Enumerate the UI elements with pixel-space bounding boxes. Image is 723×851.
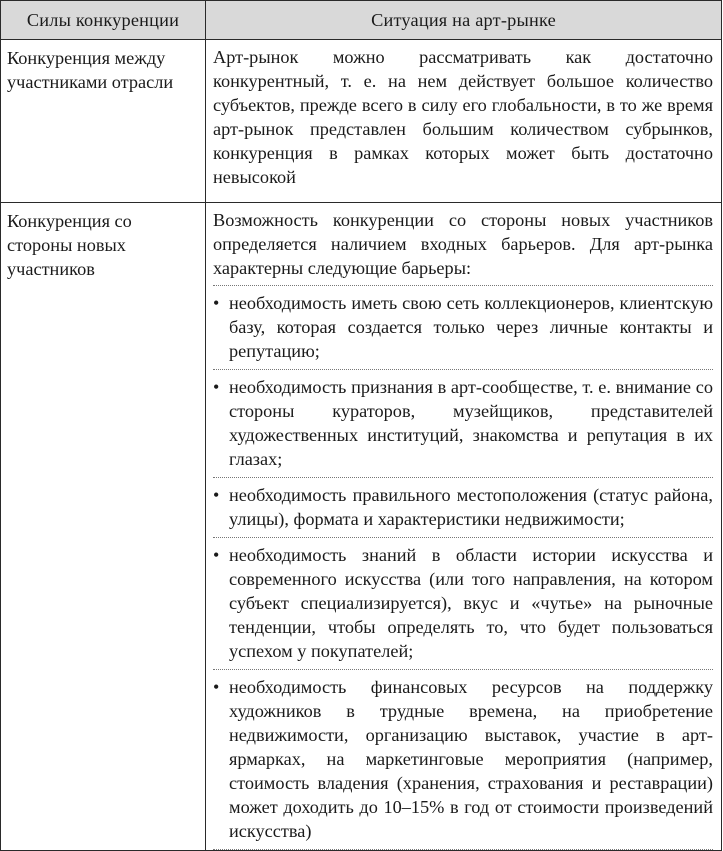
situation-cell bbox=[206, 203, 722, 851]
table-row bbox=[1, 203, 722, 851]
barrier-text: необходимость признания в арт-сообществе, т. е. внимание со стороны кураторов, музейщиков, представителей художественных институций, знакомства и репутация в их глазах; bbox=[229, 377, 713, 469]
list-item bbox=[213, 537, 713, 669]
barriers-intro: Возможность конкуренции со стороны новых участников определяется наличием входных барьеров. Для арт-рынка характерны следующие барьеры: bbox=[213, 210, 713, 278]
list-item bbox=[213, 477, 713, 537]
situation-cell bbox=[206, 40, 722, 203]
list-item bbox=[213, 369, 713, 477]
bullet-icon: • bbox=[213, 545, 220, 565]
header-forces-label: Силы конкуренции bbox=[26, 10, 180, 30]
header-forces bbox=[1, 1, 206, 40]
barrier-text: необходимость иметь свою сеть коллекционеров, клиентскую базу, которая создается только через личные контакты и репутацию; bbox=[229, 293, 713, 361]
situation-text: Арт-рынок можно рассматривать как достаточно конкурентный, т. е. на нем действует большое количество субъектов, прежде всего в силу его глобальности, в то же время арт-рынок представлен большим количеством субрынков, конкуренция в рамках которых может быть достаточно невысокой bbox=[213, 47, 713, 187]
force-label: Конкуренция между участниками отрасли bbox=[7, 48, 174, 92]
barrier-text: необходимость правильного местоположения (статус района, улицы), формата и характеристики недвижимости; bbox=[229, 485, 713, 529]
table-row bbox=[1, 40, 722, 203]
header-situation-label: Ситуация на арт-рынке bbox=[371, 10, 556, 30]
bullet-icon: • bbox=[213, 377, 220, 397]
bullet-icon: • bbox=[213, 677, 220, 697]
force-cell bbox=[1, 203, 206, 851]
force-label: Конкуренция со стороны новых участников bbox=[7, 211, 132, 279]
list-item bbox=[213, 285, 713, 369]
barriers-list bbox=[213, 285, 713, 850]
force-cell bbox=[1, 40, 206, 203]
bullet-icon: • bbox=[213, 293, 220, 313]
barrier-text: необходимость финансовых ресурсов на поддержку художников в трудные времена, на приобретение недвижимости, организацию выставок, участие в арт-ярмарках, на маркетинговые мероприятия (например, стоимость владения (хранения, страхования и реставрации) может доходить до 10–15% в год от стоимости произведений искусства) bbox=[229, 677, 713, 841]
table-header-row bbox=[1, 1, 722, 40]
list-item bbox=[213, 669, 713, 850]
header-situation bbox=[206, 1, 722, 40]
barrier-text: необходимость знаний в области истории искусства и современного искусства (или того направления, на котором субъект специализируется), вкус и «чутье» на рыночные тенденции, чтобы определять то, что будет пользоваться успехом у покупателей; bbox=[229, 545, 713, 661]
bullet-icon: • bbox=[213, 485, 220, 505]
